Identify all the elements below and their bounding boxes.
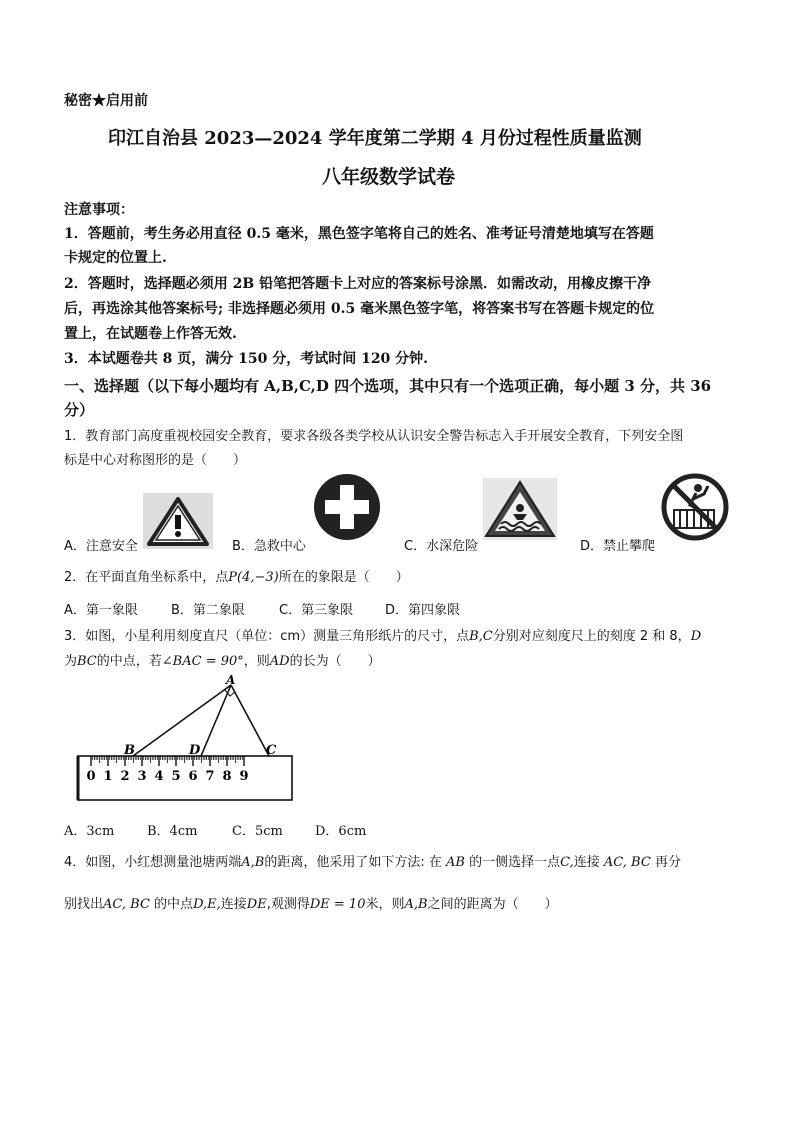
q4-text-2j: A,B — [404, 897, 428, 912]
q2-option-d: D．第四象限 — [385, 603, 461, 618]
ruler-number: 8 — [222, 769, 232, 784]
q3-option-d: D．6cm — [315, 824, 367, 839]
q4-text-2c: 的中点 — [154, 897, 194, 912]
q3-text-1d: D — [690, 629, 702, 644]
exam-title: 印江自治县 2023—2024 学年度第二学期 4 月份过程性质量监测 — [108, 128, 642, 149]
ruler-number: 3 — [137, 769, 147, 784]
caution-triangle-icon — [143, 493, 213, 549]
q2-point: P(4,−3) — [228, 570, 279, 585]
q4-text-1e: 的一侧选择一点 — [469, 855, 561, 870]
ruler-number: 9 — [239, 769, 249, 784]
q2-option-c: C．第三象限 — [279, 603, 354, 618]
q4-text-1g: 连接 — [573, 855, 600, 870]
q4-text-1f: C, — [560, 855, 574, 870]
q4-text-1h: AC, BC — [603, 855, 651, 870]
q3-stem-line-1 — [64, 625, 701, 644]
first-aid-cross-icon — [313, 473, 381, 541]
no-climbing-icon — [660, 472, 730, 542]
section-1-heading-line-1: 一、选择题（以下每小题均有 A,B,C,D 四个选项，其中只有一个选项正确，每小题 3 分，共 36 — [64, 377, 712, 395]
q3-text-2c: 的中点，若 — [96, 654, 162, 669]
q4-text-1d: AB — [446, 855, 465, 870]
note-1-line-1: 1．答题前，考生务必用直径 0.5 毫米，黑色签字笔将自己的姓名、准考证号清楚地填写在答题 — [64, 226, 654, 242]
q3-option-b: B．4cm — [147, 824, 198, 839]
q1-stem-line-2: 标是中心对称图形的是（ ） — [64, 453, 247, 468]
note-1-line-2: 卡规定的位置上. — [64, 250, 167, 266]
q1-option-a-label: A．注意安全 — [64, 539, 138, 554]
q3-text-1a: 3．如图，小星利用刻度直尺（单位：cm）测量三角形纸片的尺寸，点 — [64, 629, 470, 644]
q3-option-a: A．3cm — [64, 824, 115, 839]
deep-water-icon — [483, 478, 557, 540]
q2-stem-prefix: 2．在平面直角坐标系中，点 — [64, 570, 229, 585]
q1-option-b-label: B．急救中心 — [232, 539, 306, 554]
q3-stem-line-2 — [64, 650, 381, 669]
q4-text-2f: DE — [246, 897, 267, 912]
q4-text-2g: ,观测得 — [266, 897, 310, 912]
q3-text-2d: ∠BAC = 90° — [161, 654, 244, 669]
label-c: C — [266, 743, 277, 758]
note-3: 3．本试题卷共 8 页，满分 150 分，考试时间 120 分钟. — [64, 351, 429, 367]
q4-stem-line-1 — [64, 851, 681, 870]
q2-option-b: B．第二象限 — [171, 603, 245, 618]
q3-text-2b: BC — [77, 654, 97, 669]
segment-ac — [231, 685, 269, 756]
label-a: A — [226, 673, 236, 687]
ruler-number: 6 — [188, 769, 198, 784]
q3-text-1b: B,C — [469, 629, 493, 644]
label-d: D — [189, 743, 201, 758]
q4-text-2i: 米，则 — [365, 897, 405, 912]
q4-text-1i: 再分 — [654, 855, 681, 870]
q2-stem-suffix: 所在的象限是（ ） — [278, 570, 409, 585]
q3-option-c: C．5cm — [232, 824, 283, 839]
q4-text-2k: 之间的距离为（ ） — [427, 897, 558, 912]
ruler-number: 0 — [86, 769, 96, 784]
q4-text-1c: 的距离，他采用了如下方法: 在 — [264, 855, 442, 870]
ruler-number: 5 — [171, 769, 181, 784]
q4-text-2e: 连接 — [220, 897, 247, 912]
q3-text-2g: 的长为（ ） — [289, 654, 381, 669]
secret-label: 秘密★启用前 — [64, 93, 148, 109]
q3-text-2a: 为 — [64, 654, 78, 669]
q3-ruler-triangle-figure — [74, 672, 296, 804]
note-2-line-1: 2．答题时，选择题必须用 2B 铅笔把答题卡上对应的答案标号涂黑．如需改动，用橡皮擦干净 — [64, 276, 652, 292]
notes-heading: 注意事项： — [64, 202, 134, 218]
exam-subtitle: 八年级数学试卷 — [322, 166, 456, 188]
q1-option-d-label: D．禁止攀爬 — [580, 539, 656, 554]
q4-text-1a: 4．如图，小红想测量池塘两端 — [64, 855, 242, 870]
note-2-line-3: 置上，在试题卷上作答无效. — [64, 326, 237, 342]
q2-stem — [64, 566, 409, 585]
q4-stem-line-2 — [64, 893, 558, 912]
q3-text-2f: AD — [269, 654, 290, 669]
q4-text-2d: D,E, — [193, 897, 221, 912]
q3-text-1c: 分别对应刻度尺上的刻度 2 和 8， — [492, 629, 691, 644]
q4-text-2a: 别找出 — [64, 897, 104, 912]
section-1-heading-line-2: 分） — [64, 401, 95, 419]
q2-option-a: A．第一象限 — [64, 603, 138, 618]
label-b: B — [124, 743, 135, 758]
q4-text-1b: A,B — [241, 855, 265, 870]
q4-text-2b: AC, BC — [103, 897, 150, 912]
ruler-number: 2 — [120, 769, 130, 784]
ruler-number: 1 — [103, 769, 113, 784]
q1-option-c-label: C．水深危险 — [404, 539, 479, 554]
q3-text-2e: ，则 — [243, 654, 270, 669]
ruler-number: 4 — [154, 769, 164, 784]
q4-text-2h: DE = 10 — [309, 897, 366, 912]
ruler-number: 7 — [205, 769, 215, 784]
q1-stem-line-1: 1．教育部门高度重视校园安全教育，要求各级各类学校从认识安全警告标志入手开展安全教育，下列安全图 — [64, 429, 684, 444]
note-2-line-2: 后，再选涂其他答案标号; 非选择题必须用 0.5 毫米黑色签字笔，将答案书写在答题卡规定的位 — [64, 301, 655, 317]
